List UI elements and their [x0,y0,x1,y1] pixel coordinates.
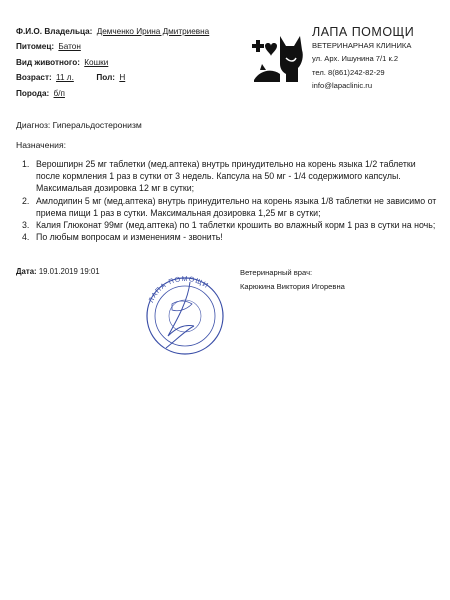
list-item: 4. По любым вопросам и изменениям - звонить! [22,232,223,243]
doctor-title: Ветеринарный врач: [240,268,313,277]
stamp-text: ЛАПА ПОМОЩИ [147,275,210,304]
list-item: 1. Верошпирн 25 мг таблетки (мед.аптека) внутрь принудительно на корень языка 1/2 таблетки после кормления 1 раз в сутки от 3 недель. Капсула на 50 мг - 1/4 содержимого капсулы. Максимальая дозировка 12 мг в сутки; [22,159,416,194]
species-row [16,59,246,74]
sex-value: Н [119,73,126,83]
appointments-title: Назначения: [16,140,67,150]
breed-label: Порода: [16,88,50,98]
clinic-type: ВЕТЕРИНАРНАЯ КЛИНИКА [312,40,412,50]
doctor-name: Карюкина Виктория Игоревна [240,282,345,291]
clinic-address: ул. Арх. Ишунина 7/1 к.2 [312,54,399,63]
species-value: Кошки [84,57,109,67]
pet-value: Батон [58,42,81,52]
age-sex-row [16,74,246,89]
age-value: 11 л. [56,73,74,83]
date-label: Дата: [16,267,37,276]
date-value: 19.01.2019 19:01 [38,267,100,276]
species-label: Вид животного: [16,57,80,67]
list-item: 2. Амлодипин 5 мг (мед.аптека) внутрь принудительно на корень языка 1/8 таблетки не зависимо от приема пищи 1 раз в сутки. Максимальная дозировка 1,25 мг в сутки; [22,195,437,218]
pet-row [16,43,246,58]
clinic-stamp [128,270,243,360]
owner-value: Демченко Ирина Дмитриевна [96,27,210,36]
clinic-email: info@lapaclinic.ru [312,81,373,90]
breed-value: б/п [53,88,65,98]
date-row [16,267,100,276]
age-label: Возраст: [16,73,52,83]
clinic-phone: тел. 8(861)242-82-29 [312,67,385,77]
clinic-name: ЛАПА ПОМОЩИ [312,25,415,39]
patient-info [16,28,246,105]
breed-row [16,90,246,105]
owner-row [16,28,246,43]
clinic-header [250,26,440,96]
doctor-block [240,266,345,294]
pet-label: Питомец: [16,42,55,52]
owner-label: Ф.И.О. Владельца: [16,27,93,36]
dog-cat-cross-logo-icon [250,34,306,86]
clinic-details [312,26,442,96]
list-item: 3. Калия Глюконат 99мг (мед.аптека) по 1 таблетки крошить во влажный корм 1 раз в сутки на ночь; [22,220,436,231]
diagnosis: Диагноз: Гиперальдостеронизм [16,120,142,130]
sex-label: Пол: [96,73,116,83]
appointments-list [22,158,442,243]
